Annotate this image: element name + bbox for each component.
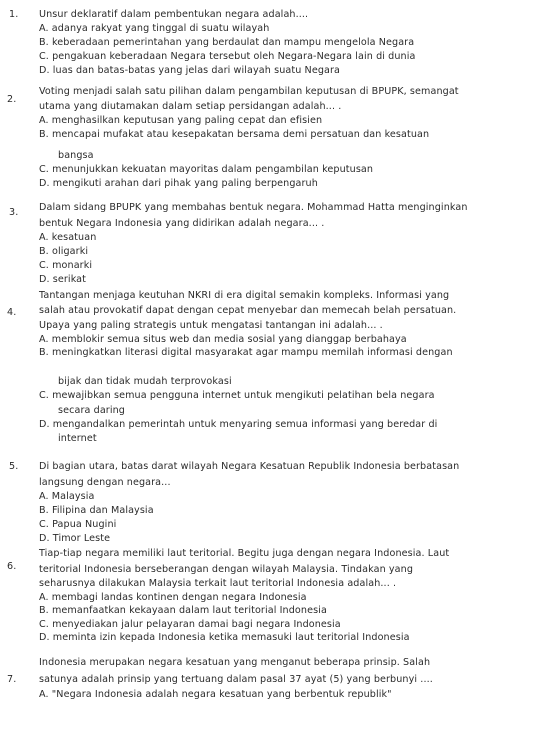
option-a: A. membagi landas kontinen dengan negara Indonesia [39,592,307,603]
question-stem: Tiap-tiap negara memiliki laut teritorial. Begitu juga dengan negara Indonesia. Laut [39,548,450,559]
option-d-continued: internet [58,433,97,444]
option-d: D. Timor Leste [39,533,111,544]
option-b-continued: bangsa [58,150,94,161]
option-a: A. menghasilkan keputusan yang paling cepat dan efisien [39,115,323,126]
question-stem: Dalam sidang BPUPK yang membahas bentuk negara. Mohammad Hatta menginginkan [39,202,468,213]
question-stem: seharusnya dilakukan Malaysia terkait laut teritorial Indonesia adalah... . [39,578,397,589]
option-a: A. Malaysia [39,491,95,502]
question-number: 4. [7,307,17,318]
question-stem: utama yang diutamakan dalam setiap persidangan adalah... . [39,101,342,112]
option-d: D. luas dan batas-batas yang jelas dari wilayah suatu Negara [39,65,341,76]
option-a: A. "Negara Indonesia adalah negara kesatuan yang berbentuk republik" [39,689,392,700]
option-b: B. memanfaatkan kekayaan dalam laut teritorial Indonesia [39,605,327,616]
question-stem: Tantangan menjaga keutuhan NKRI di era digital semakin kompleks. Informasi yang [39,290,450,301]
question-stem: Indonesia merupakan negara kesatuan yang menganut beberapa prinsip. Salah [39,657,431,668]
question-stem: Di bagian utara, batas darat wilayah Negara Kesatuan Republik Indonesia berbatasan [39,461,460,472]
option-c: C. menyediakan jalur pelayaran damai bagi negara Indonesia [39,619,341,630]
option-c-continued: secara daring [58,405,125,416]
option-b: B. mencapai mufakat atau kesepakatan bersama demi persatuan dan kesatuan [39,129,430,140]
question-number: 3. [9,207,19,218]
question-number: 2. [7,94,17,105]
question-number: 7. [7,674,17,685]
option-a: A. memblokir semua situs web dan media sosial yang dianggap berbahaya [39,334,407,345]
question-number: 1. [9,9,19,20]
option-b-continued: bijak dan tidak mudah terprovokasi [58,376,232,387]
question-stem: Upaya yang paling strategis untuk mengatasi tantangan ini adalah... . [39,320,383,331]
question-stem: Unsur deklaratif dalam pembentukan negara adalah.... [39,9,309,20]
question-number: 6. [7,561,17,572]
option-b: B. oligarki [39,246,89,257]
question-stem: langsung dengan negara... [39,477,171,488]
option-c: C. menunjukkan kekuatan mayoritas dalam pengambilan keputusan [39,164,374,175]
option-a: A. kesatuan [39,232,97,243]
option-d: D. mengandalkan pemerintah untuk menyaring semua informasi yang beredar di [39,419,438,430]
option-a: A. adanya rakyat yang tinggal di suatu wilayah [39,23,270,34]
option-d: D. serikat [39,274,87,285]
question-stem: bentuk Negara Indonesia yang didirikan adalah negara... . [39,218,325,229]
question-stem: teritorial Indonesia berseberangan dengan wilayah Malaysia. Tindakan yang [39,564,414,575]
option-c: C. Papua Nugini [39,519,117,530]
question-number: 5. [9,461,19,472]
question-stem: Voting menjadi salah satu pilihan dalam pengambilan keputusan di BPUPK, semangat [39,86,459,97]
option-b: B. keberadaan pemerintahan yang berdaulat dan mampu mengelola Negara [39,37,415,48]
option-b: B. Filipina dan Malaysia [39,505,154,516]
option-c: C. monarki [39,260,93,271]
question-stem: satunya adalah prinsip yang tertuang dalam pasal 37 ayat (5) yang berbunyi .... [39,674,433,685]
option-c: C. mewajibkan semua pengguna internet untuk mengikuti pelatihan bela negara [39,390,435,401]
option-b: B. meningkatkan literasi digital masyarakat agar mampu memilah informasi dengan [39,347,453,358]
question-stem: salah atau provokatif dapat dengan cepat menyebar dan memecah belah persatuan. [39,305,457,316]
option-d: D. meminta izin kepada Indonesia ketika memasuki laut teritorial Indonesia [39,632,410,643]
option-c: C. pengakuan keberadaan Negara tersebut oleh Negara-Negara lain di dunia [39,51,416,62]
option-d: D. mengikuti arahan dari pihak yang paling berpengaruh [39,178,318,189]
